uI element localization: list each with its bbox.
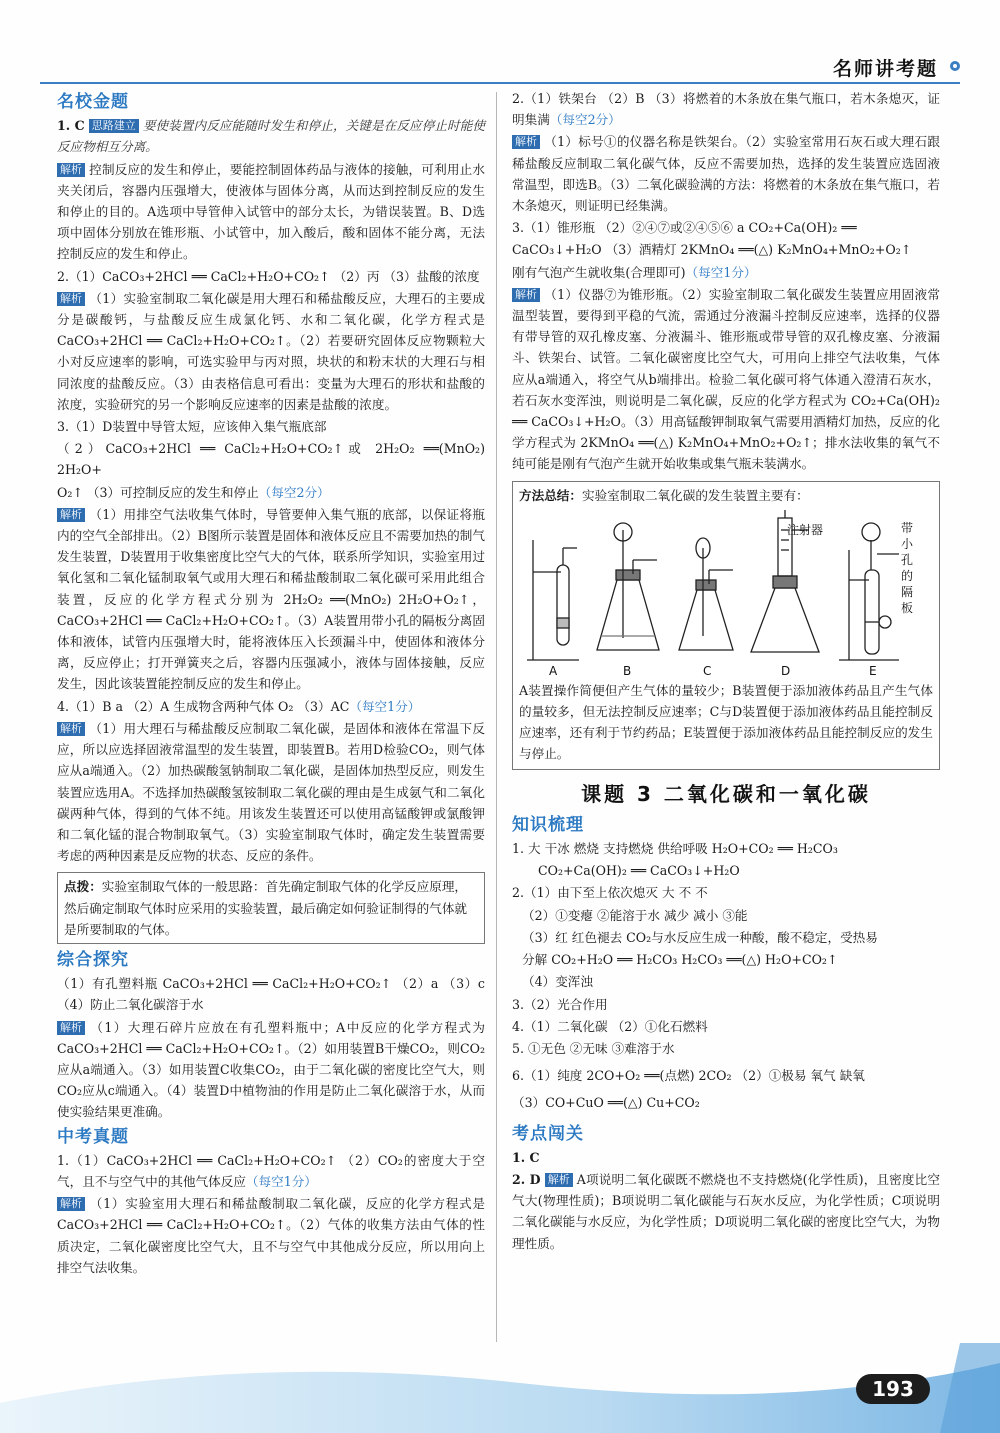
analysis-2 <box>57 288 485 415</box>
analysis-r2 <box>512 131 940 216</box>
knowledge-5: 5. ①无色 ②无味 ③难溶于水 <box>512 1040 675 1056</box>
apparatus-label-b: B <box>623 663 632 678</box>
analysis-3 <box>57 504 485 695</box>
zonghe-analysis <box>57 1017 485 1123</box>
knowledge-2c: （3）红 红色褪去 CO₂与水反应生成一种酸，酸不稳定，受热易 <box>522 929 878 945</box>
page-header <box>40 52 960 84</box>
left-column <box>57 88 485 1279</box>
analysis-4-text: （1）用大理石与稀盐酸反应制取二氧化碳，是固体和液体在常温下反应，所以应选择固液常温型的发生装置，即装置B。若用D检验CO₂，则气体应从a端通入。（2）加热碳酸氢钠制取二氧化碳，是固体加热型反应，则发生装置应选用A。不选择加热碳酸氢铵制取二氧化碳的理由是生成氨气和二氧化碳两种气体，得到的气体不纯。用该发生装置还可以使用高锰酸钾或氯酸钾和二氧化锰的混合物制取氧气。（3）实验室制取气体时，确定发生装置需要考虑的两种因素是反应物的状态、反应的条件。 <box>57 720 485 864</box>
footer-wave-decoration <box>0 1343 1000 1433</box>
analysis-tag: 解析 <box>512 288 540 302</box>
method-title: 方法总结： <box>519 487 582 503</box>
gate-answer-2-text: A项说明二氧化碳既不燃烧也不支持燃烧(化学性质)，且密度比空气大(物理性质)；B项说明二氧化碳能与石灰水反应，为化学性质；C项说明二氧化碳能与水反应，为化学性质；D项说明二氧化碳的密度比空气大，为物理性质。 <box>512 1171 941 1251</box>
answer-2-head: 2.（1）CaCO₃+2HCl ══ CaCl₂+H₂O+CO₂↑ （2）丙 （3）盐酸的浓度 <box>57 268 480 284</box>
answer-r3-line3-text: 刚有气泡产生就收集(合理即可) <box>512 264 686 280</box>
answer-3-line2: （2）CaCO₃+2HCl ══ CaCl₂+H₂O+CO₂↑或 2H₂O₂ ══(MnO₂) 2H₂O+ <box>57 441 485 478</box>
section-title-gate: 考点闯关 <box>512 1123 584 1144</box>
lesson-title: 课题 3 二氧化碳和一氧化碳 <box>581 781 871 806</box>
method-body: A装置操作简便但产生气体的量较少；B装置便于添加液体药品且产生气体的量较多，但无法控制反应速率；C与D装置便于添加液体药品且能控制反应速率，还有利于节约药品；E装置便于添加液体药品且能控制反应的发生与停止。 <box>519 682 933 762</box>
ring-icon <box>950 61 960 71</box>
score-note: （每空2分） <box>258 484 330 500</box>
gate-answer-2 <box>512 1169 940 1254</box>
analysis-4 <box>57 718 485 866</box>
zhongkao-answer-text: 1.（1）CaCO₃+2HCl ══ CaCl₂+H₂O+CO₂↑ （2）CO₂的密度大于空气，且不与空气中的其他气体反应 <box>57 1152 485 1189</box>
section-title-knowledge: 知识梳理 <box>512 814 584 835</box>
answer-3-line3-text: O₂↑ （3）可控制反应的发生和停止 <box>57 484 259 500</box>
tip-text: 实验室制取气体的一般思路：首先确定制取气体的化学反应原理，然后确定制取气体时应采用的实验装置，最后确定如何验证制得的气体就是所要制取的气体。 <box>64 879 467 937</box>
apparatus-label-c: C <box>703 663 712 678</box>
hint-text: 要使装置内反应能随时发生和停止，关键是在反应停止时能使反应物相互分离。 <box>57 118 485 155</box>
score-note: （每空1分） <box>685 264 757 280</box>
apparatus-label-d: D <box>781 663 791 678</box>
zhongkao-answer <box>57 1150 485 1192</box>
plate-label-6: 板 <box>901 600 914 615</box>
score-note: （每空1分） <box>245 1173 317 1189</box>
knowledge-3: 3.（2）光合作用 <box>512 996 608 1012</box>
answer-r3-line3 <box>512 262 940 283</box>
knowledge-1: 1. 大 干冰 燃烧 支持燃烧 供给呼吸 H₂O+CO₂ ══ H₂CO₃ <box>512 841 838 857</box>
knowledge-4: 4.（1）二氧化碳 （2）①化石燃料 <box>512 1018 708 1034</box>
analysis-3-text: （1）用排空气法收集气体时，导管要伸入集气瓶的底部，以保证将瓶内的空气全部排出。（2）B图所示装置是固体和液体反应且不需要加热的制气发生装置，D装置用于收集密度比空气大的气体，联系所学知识，实验室用过氧化氢和二氧化锰制取氧气或用大理石和稀盐酸制取二氧化碳可采用此组合装置，反应的化学方程式分别为 2H₂O₂ ══(MnO₂) 2H₂O+O₂↑，CaCO₃+2HCl ══ CaCl₂+H₂O+CO₂↑。（3）A装置用带小孔的隔板分离固体和液体，试管内压强增大时，能将液体压入长颈漏斗中，使固体和液体分离，反应停止；打开弹簧夹之后，容器内压强减小，液体与固体接触，反应发生，因此该装置能控制反应的发生和停止。 <box>57 506 485 692</box>
knowledge-1b: CO₂+Ca(OH)₂ ══ CaCO₃↓+H₂O <box>538 863 740 879</box>
column-divider <box>496 92 497 1342</box>
zonghe-answer: （1）有孔塑料瓶 CaCO₃+2HCl ══ CaCl₂+H₂O+CO₂↑ （2）a （3）c （4）防止二氧化碳溶于水 <box>57 976 485 1013</box>
knowledge-6b: （3）CO+CuO ══(△) Cu+CO₂ <box>512 1095 700 1111</box>
section-title-zonghe: 综合探究 <box>57 949 129 970</box>
gate-answer-1: 1. C <box>512 1149 540 1165</box>
knowledge-2: 2.（1）由下至上依次熄灭 大 不 不 <box>512 885 708 901</box>
answer-3-line3 <box>57 482 485 503</box>
plate-label-3: 孔 <box>901 552 914 567</box>
apparatus-a-drawing <box>527 540 579 660</box>
answer-r3-head: 3.（1）锥形瓶 （2）②④⑦或②④⑤⑥ a CO₂+Ca(OH)₂ ══ <box>512 220 857 236</box>
analysis-2-text: （1）实验室制取二氧化碳是用大理石和稀盐酸反应，大理石的主要成分是碳酸钙，与盐酸反应生成氯化钙、水和二氧化碳，化学方程式是 CaCO₃+2HCl ══ CaCl₂+H₂O+CO₂↑。（2）若要研究固体反应物颗粒大小对反应速率的影响，可选实验甲与丙对照，块状的和粉末状的大理石与相同浓度的盐酸反应。（3）由表格信息可看出：变量为大理石的形状和盐酸的浓度，实验研究的另一个影响反应速率的因素是盐酸的浓度。 <box>57 290 485 412</box>
analysis-r3-text: （1）仪器⑦为锥形瓶。（2）实验室制取二氧化碳发生装置应用固液常温型装置，要得到平稳的气流，需通过分液漏斗控制反应速率，选择的仪器有带导管的双孔橡皮塞、分液漏斗、锥形瓶或带导管的双孔橡皮塞、分液漏斗、铁架台、试管。二氧化碳密度比空气大，可用向上排空气法收集，气体应从a端通入，将空气从b端排出。检验二氧化碳可将气体通入澄清石灰水，若石灰水变浑浊，则说明是二氧化碳，反应的化学方程式为 CO₂+Ca(OH)₂ ══ CaCO₃↓+H₂O。（3）用高锰酸钾制取氧气需要用酒精灯加热，反应的化学方程式为 2KMnO₄ ══(△) K₂MnO₄+MnO₂+O₂↑；排水法收集的氧气不纯可能是刚有气泡产生就开始收集或集气瓶未装满水。 <box>512 286 940 472</box>
answer-1-head: 1. C <box>57 118 85 134</box>
tip-title: 点拨： <box>64 879 102 895</box>
analysis-tag: 解析 <box>57 722 85 736</box>
analysis-tag: 解析 <box>545 1173 573 1187</box>
plate-label-4: 的 <box>901 568 914 583</box>
analysis-r2-text: （1）标号①的仪器名称是铁架台。（2）实验室常用石灰石或大理石跟稀盐酸反应制取二氧化碳气体，反应不需要加热，选择的发生装置应选固液常温型，即选B。（3）二氧化碳验满的方法：将燃着的木条放在集气瓶口，若木条熄灭，则证明已经集满。 <box>512 134 940 214</box>
answer-3-head: 3.（1）D装置中导管太短，应该伸入集气瓶底部 <box>57 419 327 435</box>
hint-tag: 思路建立 <box>89 119 139 133</box>
knowledge-2d: 分解 CO₂+H₂O ══ H₂CO₃ H₂CO₃ ══(△) H₂O+CO₂↑ <box>522 952 838 968</box>
right-column <box>512 88 940 1255</box>
answer-4-head <box>57 696 485 717</box>
zhongkao-analysis <box>57 1193 485 1278</box>
apparatus-label-e: E <box>869 663 877 678</box>
gate-answer-2-head: 2. D <box>512 1171 541 1187</box>
analysis-tag: 解析 <box>512 135 540 149</box>
section-title-mingxiao: 名校金题 <box>57 92 129 112</box>
method-box <box>512 481 940 770</box>
apparatus-e-drawing <box>839 523 899 660</box>
analysis-tag: 解析 <box>57 163 85 177</box>
analysis-r3 <box>512 284 940 475</box>
page-number: 193 <box>856 1374 930 1404</box>
analysis-tag: 解析 <box>57 508 85 522</box>
section-title-zhongkao: 中考真题 <box>57 1126 129 1147</box>
knowledge-2b: （2）①变瘪 ②能溶于水 减少 减小 ③能 <box>522 907 748 923</box>
answer-r2 <box>512 88 940 130</box>
answer-r2-text: 2.（1）铁架台 （2）B （3）将燃着的木条放在集气瓶口，若木条熄灭，证明集满 <box>512 91 940 128</box>
tip-box <box>57 872 485 944</box>
analysis-1 <box>57 159 485 265</box>
plate-label-5: 隔 <box>901 584 914 599</box>
score-note: （每空1分） <box>349 698 421 714</box>
apparatus-c-drawing <box>679 538 733 650</box>
syringe-label: 注射器 <box>787 522 824 537</box>
answer-4-text: 4.（1）B a （2）A 生成物含两种气体 O₂ （3）AC <box>57 698 350 714</box>
apparatus-label-a: A <box>549 663 558 678</box>
answer-r3-line2: CaCO₃↓+H₂O （3）酒精灯 2KMnO₄ ══(△) K₂MnO₄+MnO₂+O₂↑ <box>512 242 912 258</box>
analysis-tag: 解析 <box>57 292 85 306</box>
zonghe-analysis-text: （1）大理石碎片应放在有孔塑料瓶中；A中反应的化学方程式为 CaCO₃+2HCl ══ CaCl₂+H₂O+CO₂↑。（2）如用装置B干燥CO₂，则CO₂应从a端通入。（3）如用装置C收集CO₂，由于二氧化碳的密度比空气大，则CO₂应从c端通入。（4）装置D中植物油的作用是防止二氧化碳溶于水，从而使实验结果更准确。 <box>57 1019 485 1120</box>
analysis-1-text: 控制反应的发生和停止，要能控制固体药品与液体的接触，可利用止水夹关闭后，容器内压强增大，使液体与固体分离，从而达到控制反应的发生和停止的目的。A选项中导管伸入试管中的部分太长，为错误装置。B、D选项中固体分别放在锥形瓶、小试管中，加入酸后，酸和固体不能分离，无法控制反应的发生和停止。 <box>57 161 485 262</box>
answer-1 <box>57 115 485 157</box>
brand-title: 名师讲考题 <box>832 58 938 80</box>
zhongkao-analysis-text: （1）实验室用大理石和稀盐酸制取二氧化碳，反应的化学方程式是 CaCO₃+2HCl ══ CaCl₂+H₂O+CO₂↑。（2）气体的收集方法由气体的性质决定，二氧化碳密度比空气大，且不与空气中其他成分反应，所以用向上排空气法收集。 <box>57 1196 485 1275</box>
score-note: （每空2分） <box>549 112 621 128</box>
apparatus-figure <box>519 510 931 678</box>
plate-label-1: 带 <box>901 520 914 535</box>
analysis-tag: 解析 <box>57 1021 85 1035</box>
analysis-tag: 解析 <box>57 1197 85 1211</box>
method-intro: 实验室制取二氧化碳的发生装置主要有： <box>581 487 809 503</box>
apparatus-b-drawing <box>597 523 659 650</box>
plate-label-2: 小 <box>901 536 914 551</box>
knowledge-6: 6.（1）纯度 2CO+O₂ ══(点燃) 2CO₂ （2）①极易 氧气 缺氧 <box>512 1068 865 1084</box>
knowledge-2e: （4）变浑浊 <box>522 974 593 990</box>
